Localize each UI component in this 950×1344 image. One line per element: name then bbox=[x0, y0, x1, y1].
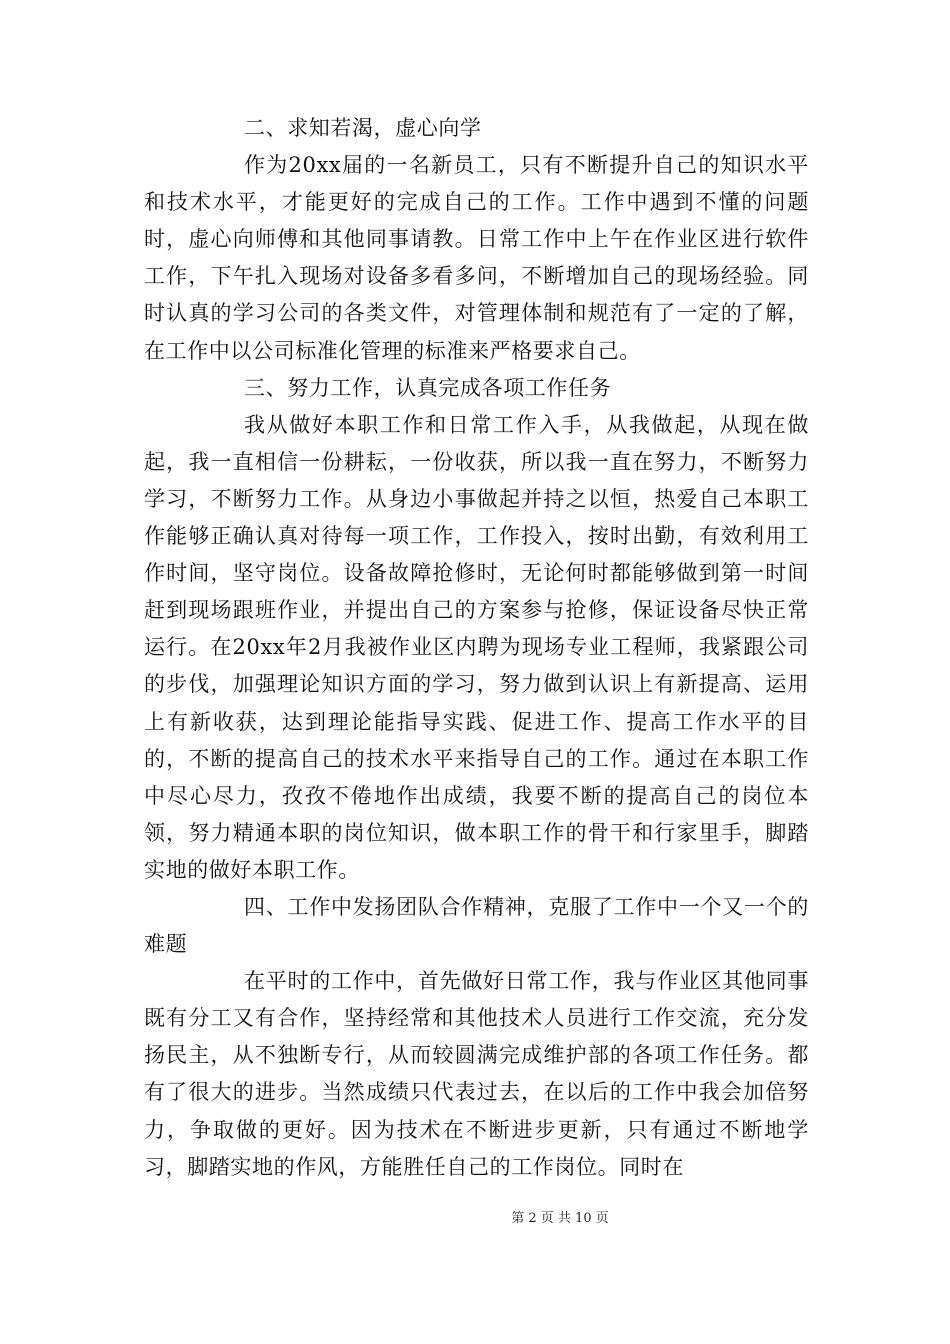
document-body bbox=[144, 110, 809, 1186]
body-paragraph-2: 我从做好本职工作和日常工作入手，从我做起，从现在做起，我一直相信一份耕耘，一份收获，所以我一直在努力，不断努力学习，不断努力工作。从身边小事做起并持之以恒，热爱自己本职工作能够正确认真对待每一项工作，工作投入，按时出勤，有效利用工作时间，坚守岗位。设备故障抢修时，无论何时都能够做到第一时间赶到现场跟班作业，并提出自己的方案参与抢修，保证设备尽快正常运行。在20xx年2月我被作业区内聘为现场专业工程师，我紧跟公司的步伐，加强理论知识方面的学习，努力做到认识上有新提高、运用上有新收获，达到理论能指导实践、促进工作、提高工作水平的目的，不断的提高自己的技术水平来指导自己的工作。通过在本职工作中尽心尽力，孜孜不倦地作出成绩，我要不断的提高自己的岗位本领，努力精通本职的岗位知识，做本职工作的骨干和行家里手，脚踏实地的做好本职工作。 bbox=[144, 412, 809, 882]
page-footer: 第 2 页 共 10 页 bbox=[511, 1211, 609, 1226]
section-heading-2: 二、求知若渴，虚心向学 bbox=[244, 116, 482, 140]
body-paragraph-1: 作为20xx届的一名新员工，只有不断提升自己的知识水平和技术水平，才能更好的完成自己的工作。工作中遇到不懂的问题时，虚心向师傅和其他同事请教。日常工作中上午在作业区进行软件工作，下午扎入现场对设备多看多问，不断增加自己的现场经验。同时认真的学习公司的各类文件，对管理体制和规范有了一定的了解，在工作中以公司标准化管理的标准来严格要求自己。 bbox=[144, 153, 809, 363]
section-heading-3: 三、努力工作，认真完成各项工作任务 bbox=[244, 375, 612, 400]
section-heading-4: 四、工作中发扬团队合作精神，克服了工作中一个又一个的难题 bbox=[144, 894, 809, 957]
body-paragraph-3: 在平时的工作中，首先做好日常工作，我与作业区其他同事既有分工又有合作，坚持经常和其他技术人员进行工作交流，充分发扬民主，从不独断专行，从而较圆满完成维护部的各项工作任务。都有了很大的进步。当然成绩只代表过去，在以后的工作中我会加倍努力，争取做的更好。因为技术在不断进步更新，只有通过不断地学习，脚踏实地的作风，方能胜任自己的工作岗位。同时在 bbox=[144, 969, 809, 1179]
